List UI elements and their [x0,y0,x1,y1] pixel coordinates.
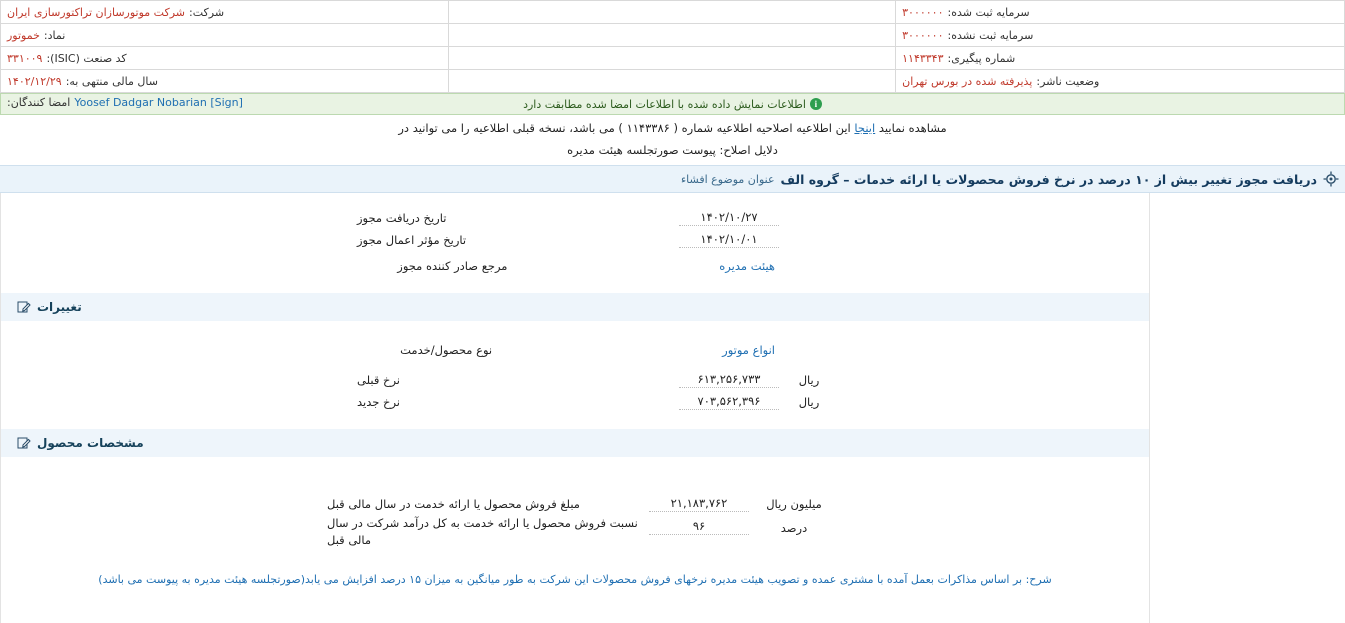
edit-icon [17,300,31,314]
cell-capital-unregistered: سرمایه ثبت نشده:۳۰۰۰۰۰۰ [896,24,1345,47]
table-row [1,1,1345,24]
permit-row-issuer [1,255,1149,277]
table-row [1,70,1345,93]
content-panel [0,193,1150,623]
page-title-prefix: عنوان موضوع افشاء [681,172,775,186]
new-rate-row [1,391,1149,413]
disclosure-title-bar [0,165,1345,193]
previous-rate-unit: ریال [798,373,820,387]
previous-rate-label: نرخ قبلی [357,373,400,387]
section-product-specs [1,429,1149,457]
info-icon: i [810,98,822,110]
amendment-reason [0,137,1345,165]
sales-ratio-label: نسبت فروش محصول یا ارائه خدمت به کل درآمد شرکت در سال مالی قبل [327,516,638,547]
product-type-row [1,339,1149,361]
cell-symbol: نماد:خموتور [1,24,449,47]
permit-row-effective-date [1,229,1149,251]
verification-text: اطلاعات نمایش داده شده با اطلاعات امضا شده مطابقت دارد [523,97,806,111]
product-block [1,457,1149,549]
sales-amount-row [1,493,1149,515]
cell-isic-code: کد صنعت (ISIC):۳۳۱۰۰۹ [1,47,449,70]
new-rate-value: ۷۰۳,۵۶۲,۳۹۶ [679,394,779,410]
signer-name[interactable]: Yoosef Dadgar Nobarian [Sign] [74,96,243,109]
sales-amount-value: ۲۱,۱۸۳,۷۶۲ [649,496,749,512]
table-row [1,47,1345,70]
new-rate-unit: ریال [798,395,820,409]
permit-effective-value: ۱۴۰۲/۱۰/۰۱ [679,232,779,248]
permit-issuer-label: مرجع صادر کننده مجوز [397,259,508,273]
amendment-reason-label: دلایل اصلاح: [719,143,778,157]
description-note: شرح: بر اساس مذاکرات بعمل آمده با مشتری عمده و تصویب هیئت مدیره نرخهای فروش محصولات این شرکت به طور میانگین به میزان ۱۵ درصد افزایش می یابد(صورتجلسه هیئت مدیره به پیوست می باشد) [98,573,1052,586]
sales-ratio-unit: درصد [780,521,808,535]
sales-ratio-value: ۹۶ [649,519,749,535]
amendment-text-after: مشاهده نمایید [878,121,947,135]
signers-label: امضا کنندگان: [7,96,71,109]
cell-fiscal-year-end: سال مالی منتهی به:۱۴۰۲/۱۲/۲۹ [1,70,449,93]
edit-icon [17,436,31,450]
permit-receive-label: تاریخ دریافت مجوز [357,211,447,225]
permit-row-receive-date [1,207,1149,229]
company-info-table [0,0,1345,93]
previous-version-link[interactable]: اینجا [854,121,876,135]
changes-block [1,321,1149,413]
cell-empty-1 [448,1,896,24]
previous-rate-row [1,369,1149,391]
cell-empty-3 [448,47,896,70]
new-rate-label: نرخ جدید [357,395,401,409]
page-title: دریافت مجوز تغییر بیش از ۱۰ درصد در نرخ فروش محصولات یا ارائه خدمات – گروه الف [780,171,1317,187]
signature-verification-bar [0,93,1345,115]
previous-rate-value: ۶۱۳,۲۵۶,۷۳۳ [679,372,779,388]
product-type-value: انواع موتور [722,342,775,357]
amendment-notice [0,115,1345,137]
section-changes-title: تغییرات [37,300,82,314]
permit-effective-label: تاریخ مؤثر اعمال مجوز [357,233,467,247]
disclosure-body [0,193,1345,623]
signers-area [7,96,243,109]
permit-block [1,193,1149,277]
permit-receive-value: ۱۴۰۲/۱۰/۲۷ [679,210,779,226]
cell-empty-4 [448,70,896,93]
section-changes [1,293,1149,321]
cell-tracking-number: شماره پیگیری:۱۱۴۳۳۴۳ [896,47,1345,70]
section-product-title: مشخصات محصول [37,436,144,450]
product-type-label: نوع محصول/خدمت [400,343,493,357]
compass-icon [1323,171,1339,187]
cell-company-name: شرکت:شرکت موتورسازان تراکتورسازی ایران [1,1,449,24]
permit-issuer-value: هیئت مدیره [719,258,775,273]
cell-issuer-status: وضعیت ناشر:پذیرفته شده در بورس تهران [896,70,1345,93]
amendment-text-before: این اطلاعیه اصلاحیه اطلاعیه شماره ( ۱۱۴۳۳۸۶ ) می باشد، نسخه قبلی اطلاعیه را می توانید در [398,121,851,135]
amendment-reason-value: پیوست صورتجلسه هیئت مدیره [567,143,716,157]
cell-empty-2 [448,24,896,47]
sales-amount-label: مبلغ فروش محصول یا ارائه خدمت در سال مالی قبل [327,497,580,511]
sales-ratio-row [1,515,1149,549]
sales-amount-unit: میلیون ریال [766,497,822,511]
table-row [1,24,1345,47]
cell-capital-registered: سرمایه ثبت شده:۳۰۰۰۰۰۰ [896,1,1345,24]
section-changes-inner [17,300,1149,314]
section-product-inner [17,436,1149,450]
